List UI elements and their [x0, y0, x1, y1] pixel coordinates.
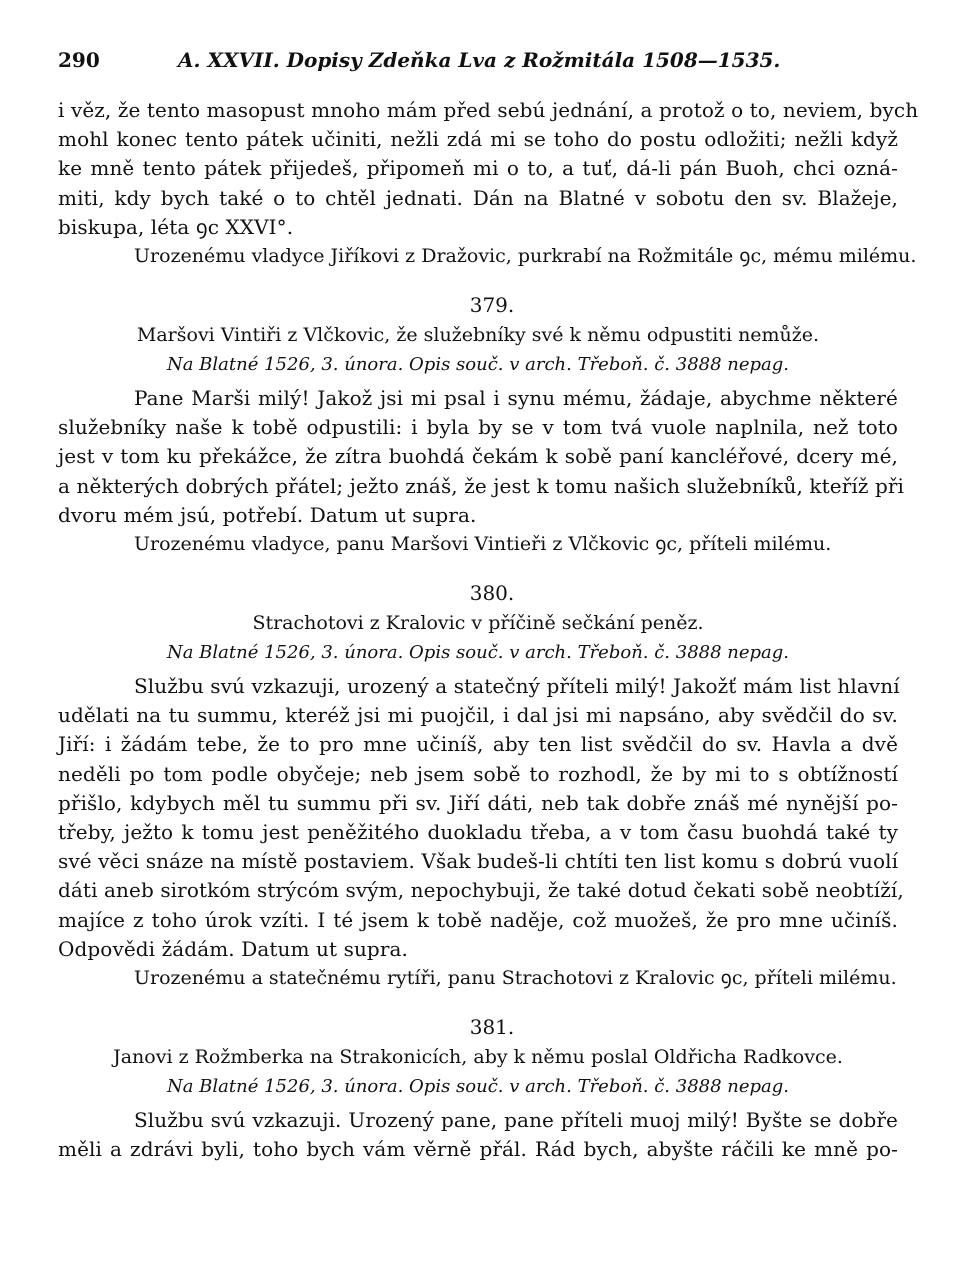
text-line: biskupa, léta ꝯc XXVI°. — [58, 214, 294, 239]
letter-address: Urozenému vladyce Jiříkovi z Dražovic, purkrabí na Rožmitále ꝯc, mému milému. — [134, 245, 917, 268]
text-line: neděli po tom podle obyčeje; neb jsem sobě to rozhodl, že by mi to s obtížností — [58, 761, 898, 786]
letter-379 — [58, 290, 905, 558]
letter-source: Na Blatné 1526, 3. února. Opis souč. v arch. Třeboň. č. 3888 nepag. — [166, 1076, 790, 1098]
letter-address: Urozenému vladyce, panu Maršovi Vintieři z Vlčkovic ꝯc, příteli milému. — [134, 533, 832, 556]
text-line: Službu svú vzkazuji, urozený a statečný příteli milý! Jakožť mám list hlavní — [134, 674, 900, 699]
text-line: své věci snáze na místě postaviem. Však budeš-li chtíti ten list komu s dobrú vuolí — [58, 849, 899, 874]
text-line: měli a zdrávi byli, toho bych vám věrně přál. Rád bych, abyšte ráčili ke mně po- — [58, 1137, 898, 1162]
letter-380 — [58, 578, 904, 992]
continuation-text — [58, 96, 919, 270]
running-head — [58, 48, 898, 88]
document-page — [58, 48, 919, 1164]
text-line: třeby, ježto k tomu jest peněžitého duokladu třeba, a v tom času buohdá také ty — [58, 820, 898, 845]
letter-number: 380. — [469, 581, 515, 606]
text-line: miti, kdy bych také o to chtěl jednati. Dán na Blatné v sobotu den sv. Blažeje, — [58, 185, 898, 210]
letter-381 — [58, 1012, 898, 1164]
text-line: i věz, že tento masopust mnoho mám před sebú jednání, a protož o to, neviem, bych — [58, 98, 919, 122]
letter-address: Urozenému a statečnému rytíři, panu Strachotovi z Kralovic ꝯc, příteli milému. — [134, 967, 897, 990]
letter-source: Na Blatné 1526, 3. února. Opis souč. v arch. Třeboň. č. 3888 nepag. — [166, 642, 790, 664]
text-line: přišlo, kdybych měl tu summu při sv. Jiří dáti, neb tak dobře znáš mé nynější po- — [58, 790, 898, 815]
text-line: jest v tom ku překážce, že zítra buohdá čekám k sobě paní kancléřové, dcery mé, — [58, 444, 898, 469]
letter-number: 379. — [469, 293, 515, 318]
text-line: a některých dobrých přátel; ježto znáš, že jest k tomu našich služebníků, kteříž při — [58, 473, 905, 498]
letter-regest: Janovi z Rožmberka na Strakonicích, aby k němu poslal Oldřicha Radkovce. — [113, 1046, 843, 1069]
text-line: služebníky naše k tobě odpustili: i byla by se v tom tvá vuole naplnila, než toto — [58, 415, 898, 440]
text-line: Službu svú vzkazuji. Urozený pane, pane příteli muoj milý! Byšte se dobře — [134, 1108, 898, 1133]
letter-regest: Strachotovi z Kralovic v příčině sečkání peněz. — [252, 612, 704, 635]
letter-number: 381. — [469, 1015, 515, 1040]
text-line: majíce z toho úrok vzíti. I té jsem k tobě naděje, což muožeš, že pro mne učiníš. — [58, 907, 898, 932]
page-number: 290 — [58, 48, 100, 72]
text-line: Odpovědi žádám. Datum ut supra. — [58, 936, 408, 961]
text-line: ke mně tento pátek přijedeš, připomeň mi o to, a tuť, dá-li pán Buoh, chci ozná- — [58, 156, 898, 181]
letter-regest: Maršovi Vintiři z Vlčkovic, že služebníky své k němu odpustiti nemůže. — [136, 324, 820, 347]
text-line: dáti aneb sirotkóm strýcóm svým, nepochybuji, že také dotud čekati sobě neobtíží, — [58, 878, 904, 903]
text-line: udělati na tu summu, kteréž jsi mi puojčil, i dal jsi mi napsáno, aby svědčil do sv. — [58, 703, 898, 728]
text-line: Jiří: i žádám tebe, že to pro mne učiníš, aby ten list svědčil do sv. Havla a dvě — [58, 732, 898, 757]
letter-source: Na Blatné 1526, 3. února. Opis souč. v arch. Třeboň. č. 3888 nepag. — [166, 354, 790, 376]
text-line: Pane Marši milý! Jakož jsi mi psal i synu mému, žádaje, abychme některé — [134, 386, 898, 411]
text-line: dvoru mém jsú, potřebí. Datum ut supra. — [58, 502, 477, 527]
running-title: A. XXVII. Dopisy Zdeňka Lva z Rožmitála 1508—1535. — [178, 48, 781, 72]
text-line: mohl konec tento pátek učiniti, nežli zdá mi se toho do postu odložiti; nežli když — [58, 127, 898, 152]
